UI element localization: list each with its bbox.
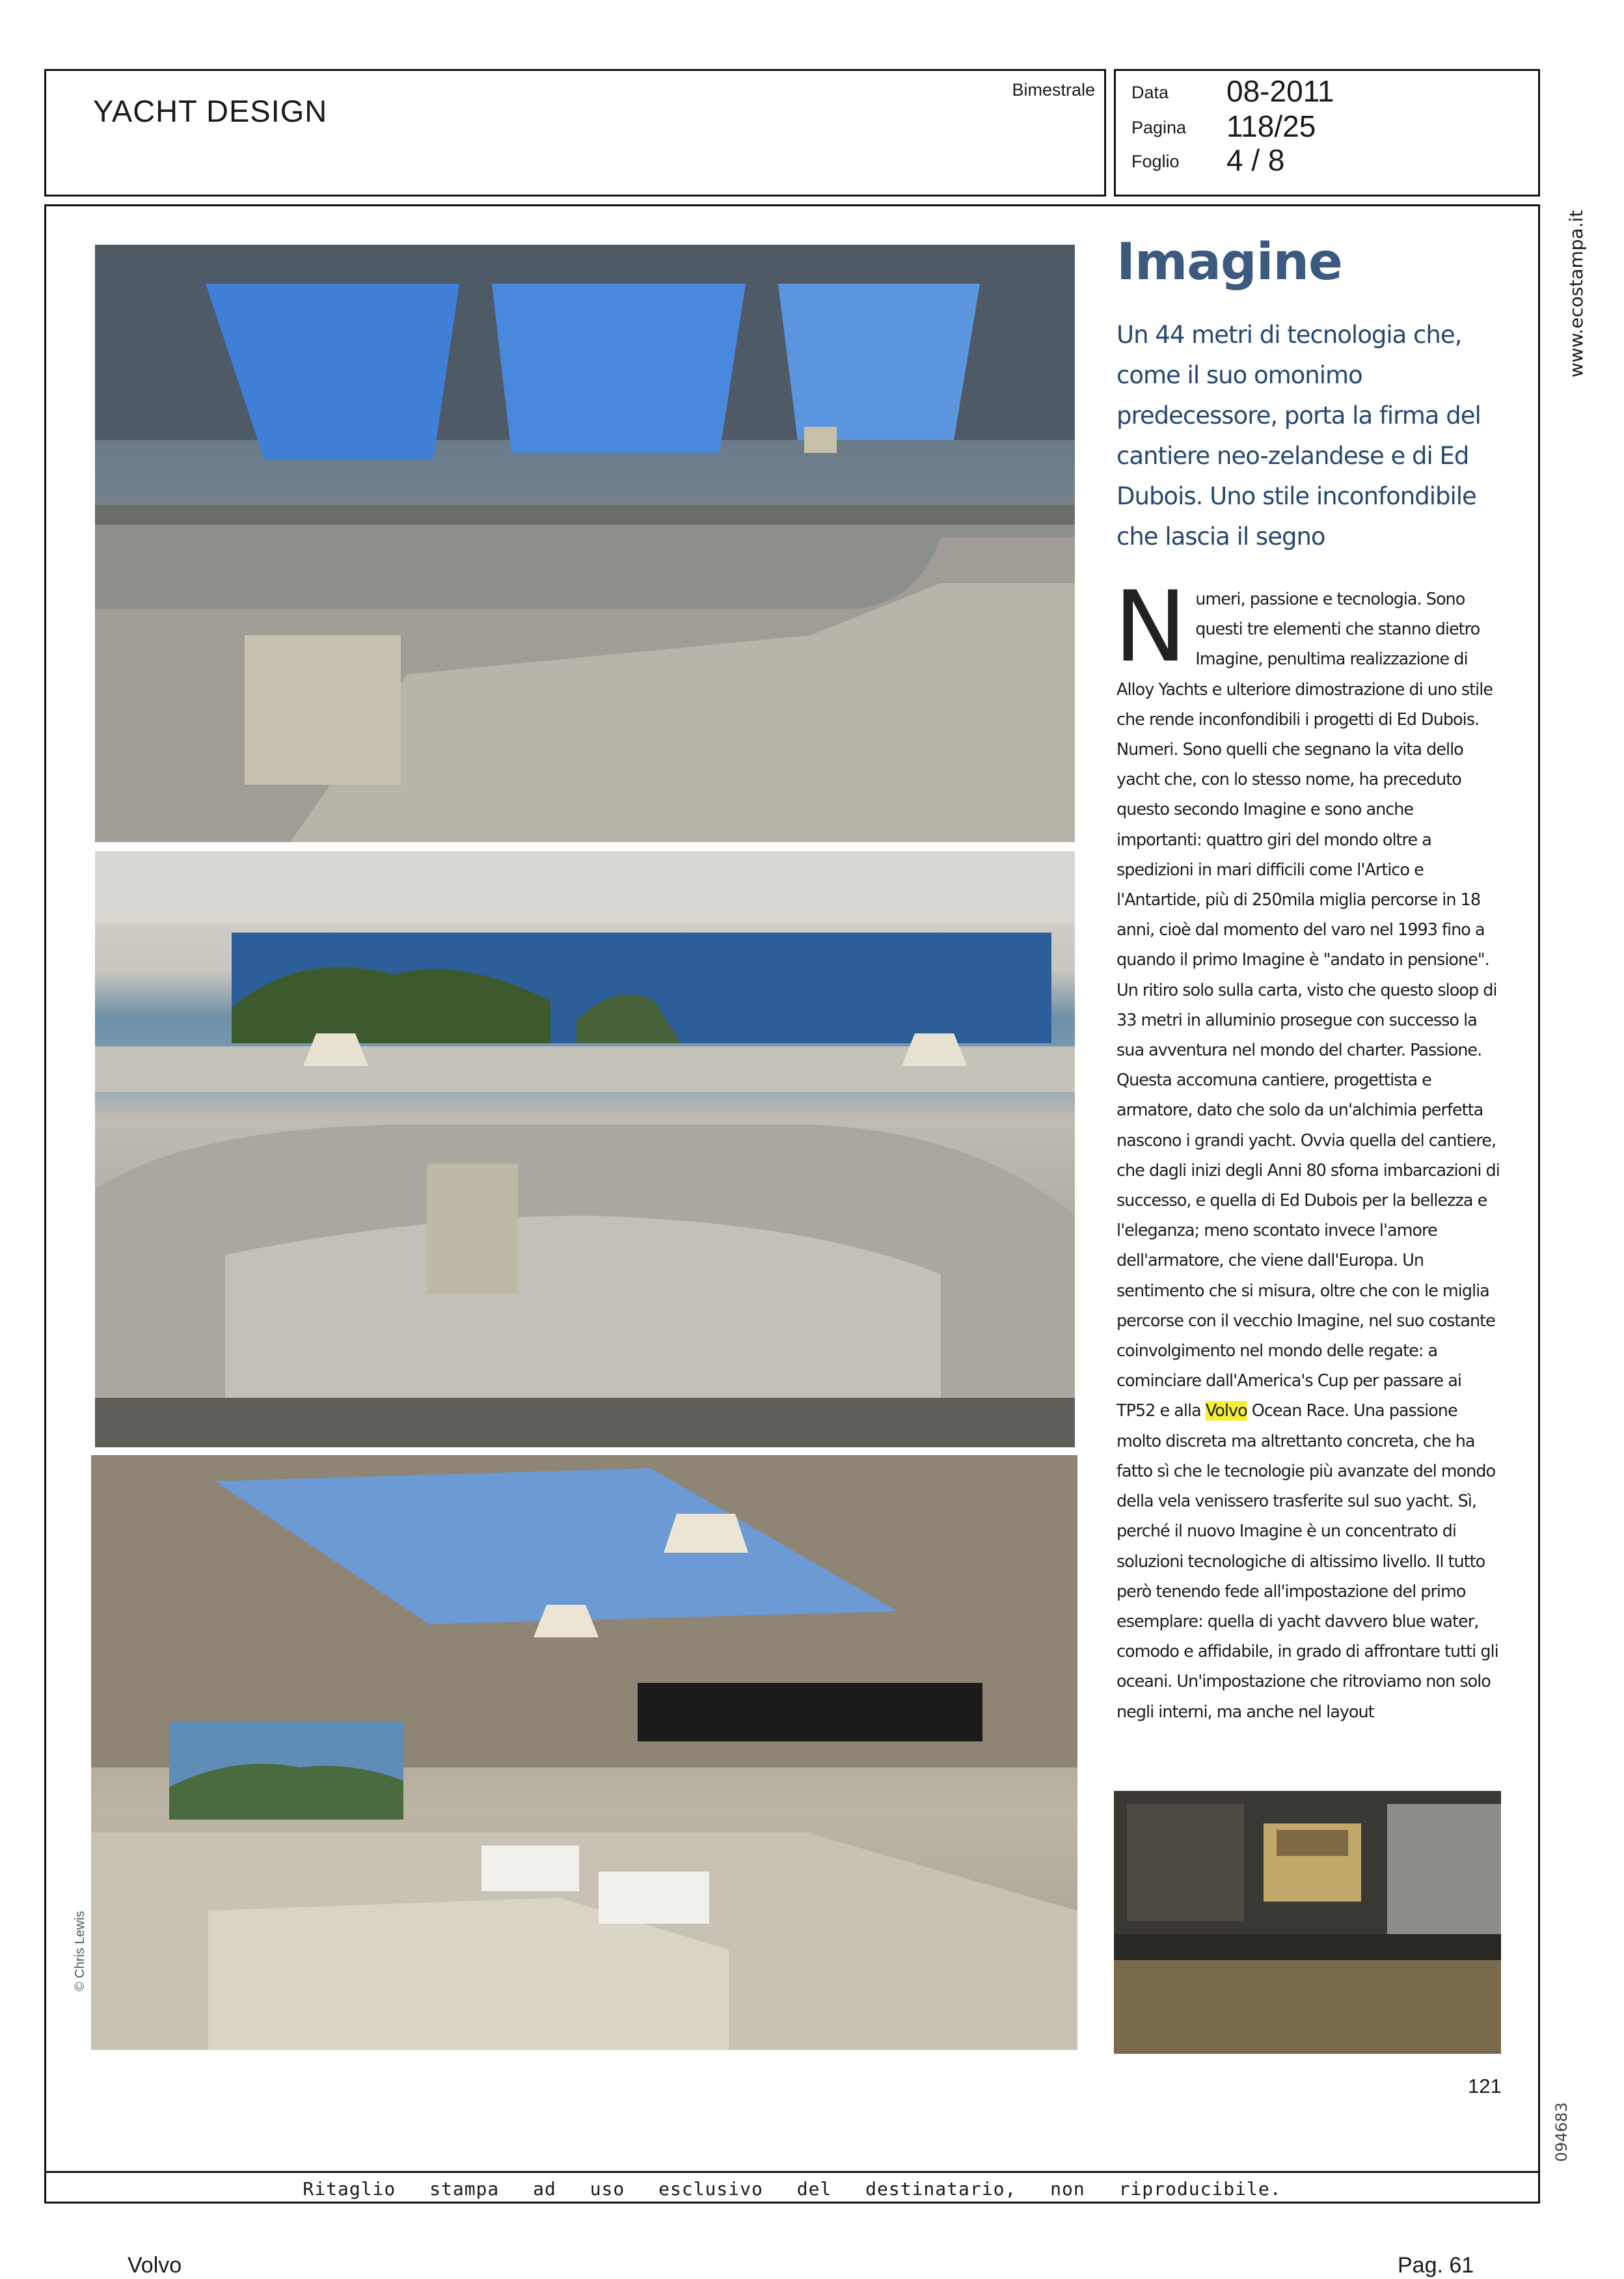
- publication-title: YACHT DESIGN: [93, 94, 328, 128]
- meta-date-label: Data: [1131, 83, 1169, 102]
- photo-credit: © Chris Lewis: [73, 1911, 87, 1991]
- header-publication-box: [44, 69, 1106, 197]
- side-code: 094683: [1552, 2102, 1571, 2162]
- meta-page-value: 118/25: [1226, 109, 1316, 143]
- article-body: [1114, 571, 1500, 1727]
- highlighted-keyword: Volvo: [1205, 1401, 1247, 1421]
- footer-page: Pag. 61: [1398, 2253, 1474, 2278]
- side-url: www.ecostampa.it: [1565, 210, 1587, 377]
- clip-notice: Ritaglio stampa ad uso esclusivo del destinatario, non riproducibile.: [303, 2178, 1282, 2200]
- article-dropcap: N: [1114, 571, 1187, 684]
- photo-galley-art: [1114, 1791, 1501, 2054]
- clip-notice-strip: [44, 2171, 1540, 2204]
- frequency-label: Bimestrale: [1012, 80, 1095, 100]
- article-body-part-2: Ocean Race. Una passione molto discreta ma altrettanto concreta, che ha fatto sì che le tecnologie più avanzate del mondo della vela venissero trasferite sul suo yacht. Sì, perché il nuovo Imagine è un concentrato di soluzioni tecnologiche di altissimo livello. Il tutto però tenendo fede all'impostazione del primo esemplare: quella di yacht davvero blue water, comodo e affidabile, in grado di affrontare tutti gli oceani. Un'impostazione che ritroviamo non solo negli interni, ma anche nel layout: [1116, 1401, 1498, 1722]
- photo-cabin-seating-art: [91, 1455, 1077, 2050]
- magazine-page-number: 121: [1468, 2075, 1502, 2097]
- meta-sheet-label: Foglio: [1131, 152, 1180, 171]
- footer-keyword: Volvo: [128, 2253, 182, 2278]
- meta-page-label: Pagina: [1131, 118, 1187, 137]
- photo-saloon-skylights-art: [95, 245, 1075, 842]
- header-meta-box: [1114, 69, 1540, 197]
- article-body-part-1: umeri, passione e tecnologia. Sono questi tre elementi che stanno dietro Imagine, penultima realizzazione di Alloy Yachts e ulteriore dimostrazione di uno stile che rende inconfondibili i progetti di Ed Dubois. Numeri. Sono quelli che segnano la vita dello yacht che, con lo stesso nome, ha preceduto questo secondo Imagine e sono anche importanti: quattro giri del mondo oltre a spedizioni in mari difficili come l'Artico e l'Antartide, più di 250mila miglia percorse in 18 anni, cioè dal momento del varo nel 1993 fino a quando il primo Imagine è "andato in pensione". Un ritiro solo sulla carta, visto che questo sloop di 33 metri in alluminio prosegue con successo la sua avventura nel mondo del charter. Passione. Questa accomuna cantiere, progettista e armatore, dato che solo da un'alchimia perfetta nascono i grandi yacht. Ovvia quella del cantiere, che dagli inizi degli Anni 80 sforna imbarcazioni di successo, e quella di Ed Dubois per la bellezza e l'eleganza; meno scontato invece l'amore dell'armatore, che viene dall'Europa. Un sentimento che si misura, oltre che con le miglia percorse con il vecchio Imagine, nel suo costante coinvolgimento nel mondo delle regate: a cominciare dall'America's Cup per passare ai TP52 e alla: [1116, 590, 1500, 1421]
- article-deck: Un 44 metri di tecnologia che, come il suo omonimo predecessore, porta la firma del cantiere neo-zelandese e di Ed Dubois. Uno stile inconfondibile che lascia il segno: [1116, 321, 1481, 551]
- article-headline: Imagine: [1116, 233, 1342, 292]
- meta-date-value: 08-2011: [1226, 74, 1334, 108]
- photo-cabin-seating: [91, 1455, 1077, 2050]
- meta-sheet-value: 4 / 8: [1226, 143, 1285, 177]
- photo-galley: [1114, 1791, 1501, 2054]
- photo-saloon-skylights: [95, 245, 1075, 842]
- photo-saloon-sea-view: [95, 851, 1075, 1447]
- photo-saloon-sea-view-art: [95, 851, 1075, 1447]
